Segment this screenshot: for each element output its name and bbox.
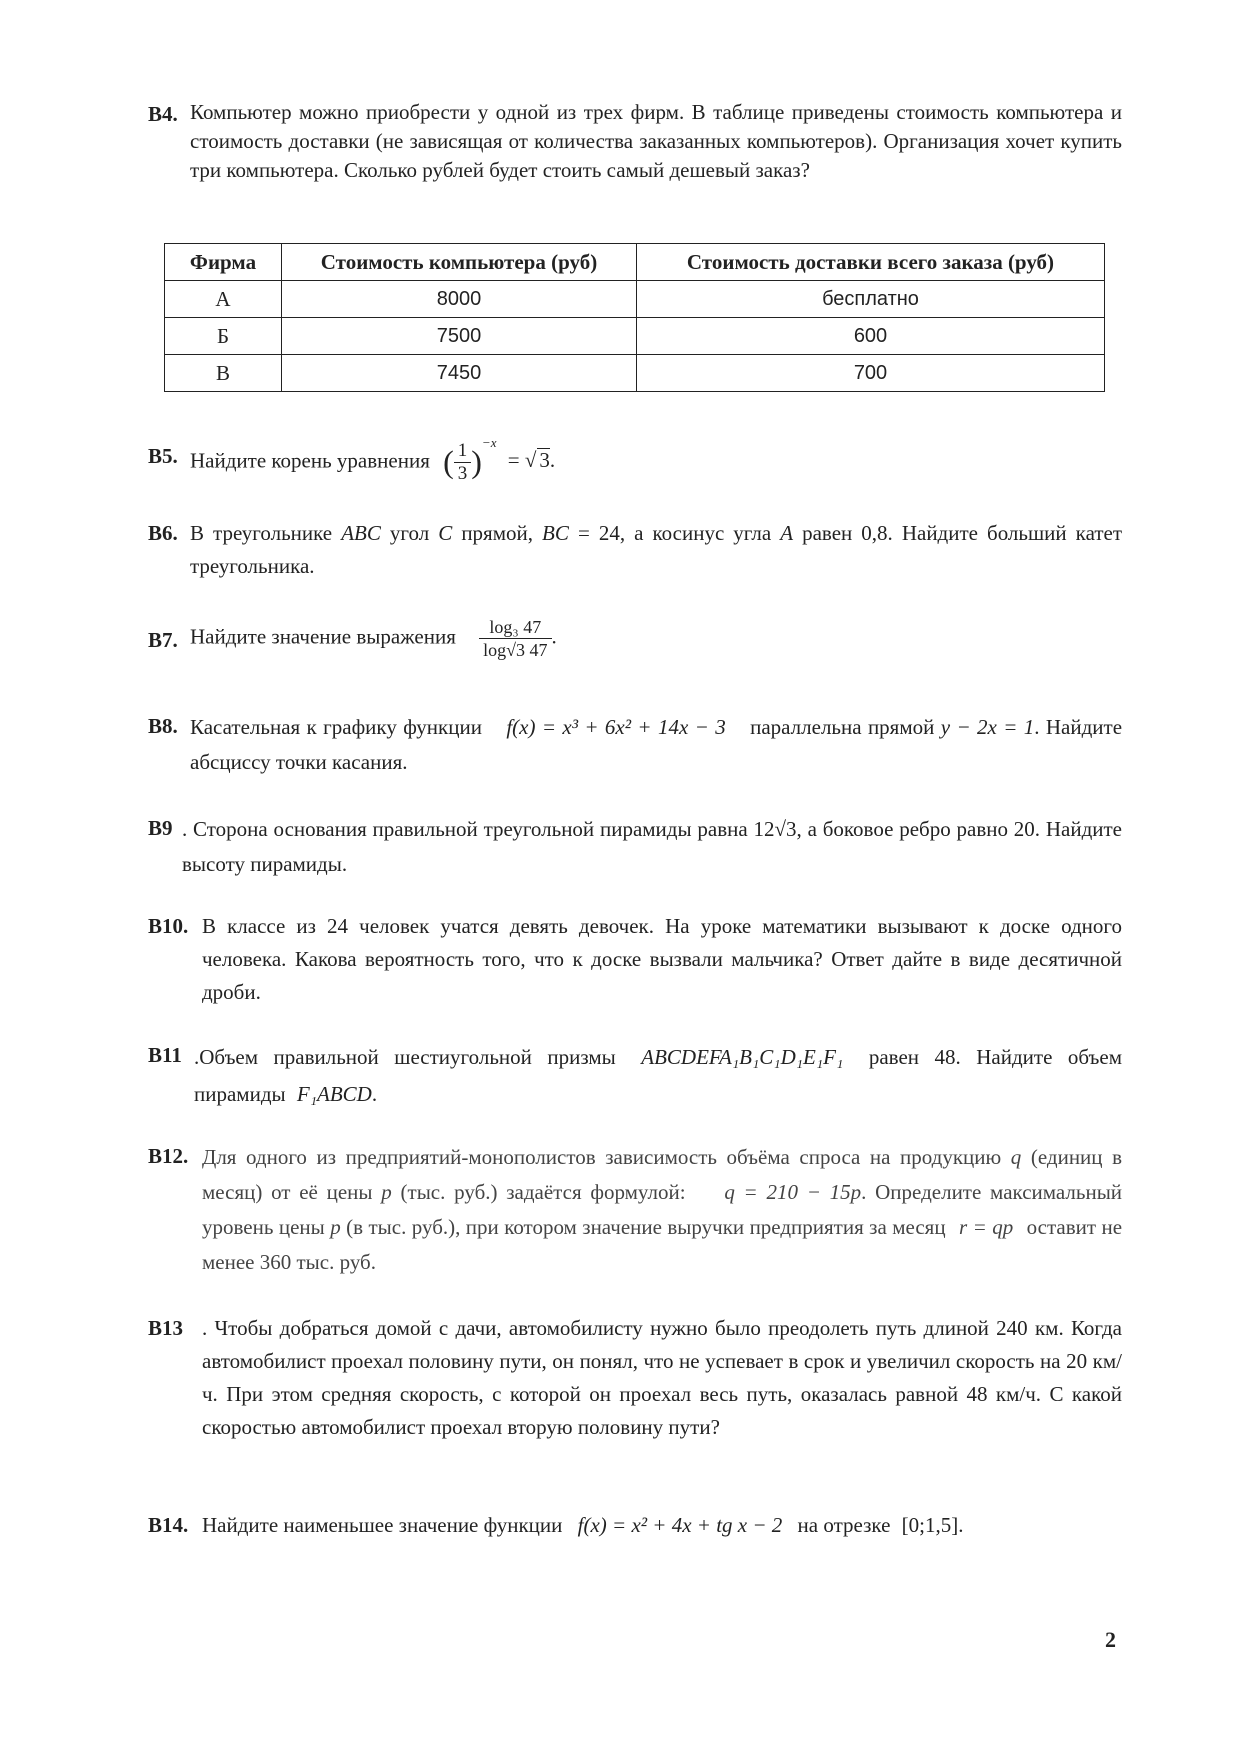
prism-name: ABCDEFA₁B₁C₁D₁E₁F₁	[641, 1045, 844, 1069]
demand-formula: q = 210 − 15p	[724, 1180, 862, 1204]
page-number: 2	[1105, 1627, 1116, 1652]
equation: ( $\frac{1}{3}$ )$^{-x}$ = √ 3.	[443, 435, 556, 484]
table-header-row	[165, 244, 1105, 281]
problem-b6: В6. В треугольнике ABC угол C прямой, BC = 24, а косинус угла A равен 0,8. Найдите больший катет треугольника.	[148, 517, 1122, 583]
cell-firm: В	[165, 355, 282, 392]
problem-b14: В14. Найдите наименьшее значение функции f(x) = x² + 4x + tg x − 2 на отрезке [0;1,5].	[148, 1509, 1122, 1542]
problem-label: В7.	[148, 628, 178, 652]
problem-label: В10.	[148, 914, 189, 938]
problem-text: В классе из 24 человек учатся девять девочек. На уроке математики вызывают к доске одного человека. Какова вероятность того, что к доске вызвали мальчика? Ответ дайте в виде десятичной дроби.	[202, 914, 1122, 1004]
cell-computer-cost: 7500	[282, 318, 637, 355]
problem-b8: В8. Касательная к графику функции f(x) = x³ + 6x² + 14x − 3 параллельна прямой y − 2x = 1. Найдите абсциссу точки касания.	[148, 710, 1122, 780]
problem-label: В9	[148, 816, 173, 840]
function-formula: f(x) = x² + 4x + tg x − 2	[577, 1513, 783, 1537]
problem-b12: В12. Для одного из предприятий-монополистов зависимость объёма спроса на продукцию q (единиц в месяц) от её цены p (тыс. руб.) задаётся формулой: q = 210 − 15p. Определите максимальный уровень цены p (в тыс. руб.), при котором значение выручки предприятия за месяц r = qp оставит не менее 360 тыс. руб.	[148, 1140, 1122, 1280]
sqrt-value: 3	[539, 448, 550, 473]
interval: [0;1,5]	[901, 1513, 959, 1537]
cell-firm: А	[165, 281, 282, 318]
problem-label: В14.	[148, 1513, 189, 1537]
problem-text: Найдите корень уравнения	[190, 448, 430, 473]
problem-text: Найдите значение выражения	[190, 624, 456, 649]
problem-b11: В11 .Объем правильной шестиугольной призмы ABCDEFA₁B₁C₁D₁E₁F₁ равен 48. Найдите объем пирамиды F₁ABCD.	[148, 1039, 1122, 1113]
table-row	[165, 281, 1105, 318]
problem-label: В12.	[148, 1144, 189, 1168]
exponent: −x	[481, 435, 497, 451]
revenue-formula: r = qp	[959, 1215, 1014, 1239]
cell-firm: Б	[165, 318, 282, 355]
problem-b10	[148, 910, 1122, 1009]
problem-text: Компьютер можно приобрести у одной из трех фирм. В таблице приведены стоимость компьютера и стоимость доставки (не зависящая от количества заказанных компьютеров). Организация хочет купить три компьютера. Сколько рублей будет стоить самый дешевый заказ?	[190, 100, 1122, 182]
header-computer-cost: Стоимость компьютера (руб)	[282, 244, 637, 281]
problem-b7: В7. Найдите значение выражения $\frac{\text{log₃ 47}}{\log√3 47}$ .	[148, 617, 557, 660]
cell-computer-cost: 7450	[282, 355, 637, 392]
function-formula: f(x) = x³ + 6x² + 14x − 3	[506, 715, 726, 739]
cell-delivery-cost: 600	[637, 318, 1105, 355]
pyramid-name: F₁ABCD	[296, 1082, 372, 1106]
problem-label: В8.	[148, 714, 178, 738]
fraction: $\frac{1}{3}$	[454, 440, 472, 485]
problem-b9: В9 . Сторона основания правильной треугольной пирамиды равна 12√3, а боковое ребро равно 20. Найдите высоту пирамиды.	[148, 812, 1122, 882]
header-delivery-cost: Стоимость доставки всего заказа (руб)	[637, 244, 1105, 281]
problem-label: В13	[148, 1316, 184, 1340]
problem-b13	[148, 1312, 1122, 1444]
problem-label: В5.	[148, 444, 178, 468]
cell-delivery-cost: бесплатно	[637, 281, 1105, 318]
cell-delivery-cost: 700	[637, 355, 1105, 392]
problem-label: В4.	[148, 102, 178, 126]
problem-text: . Чтобы добраться домой с дачи, автомобилисту нужно было преодолеть путь длиной 240 км. Когда автомобилист проехал половину пути, он понял, что не успевает в срок и увеличил скорость на 20 км/ч. При этом средняя скорость, с которой он проехал весь путь, оказалась равной 48 км/ч. С какой скоростью автомобилист проехал вторую половину пути?	[202, 1316, 1122, 1439]
table-row	[165, 355, 1105, 392]
table-row	[165, 318, 1105, 355]
firms-table	[164, 243, 1105, 392]
problem-label: В6.	[148, 521, 178, 545]
problem-b5	[148, 435, 1122, 485]
problem-label: В11	[148, 1043, 182, 1067]
line-equation: y − 2x = 1	[940, 715, 1035, 739]
side-value: 12√3	[753, 817, 797, 841]
problem-b4	[148, 98, 1122, 185]
cell-computer-cost: 8000	[282, 281, 637, 318]
header-firm: Фирма	[165, 244, 282, 281]
log-fraction: $\frac{\text{log₃ 47}}{\log√3 47}$	[479, 616, 551, 661]
